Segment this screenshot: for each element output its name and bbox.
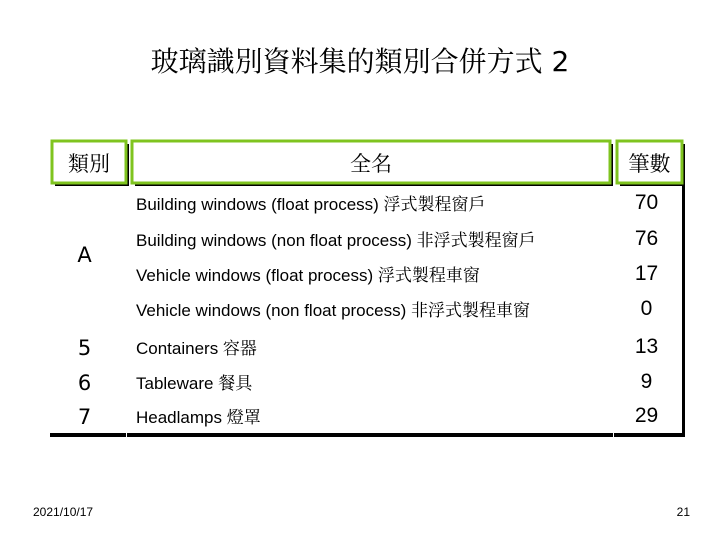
table-row-count: 76	[634, 227, 659, 250]
table-row-name: Building windows (non float process) 非浮式製程窗戶	[136, 231, 536, 250]
table-row-name: Vehicle windows (float process) 浮式製程車窗	[136, 266, 480, 285]
footer-date: 2021/10/17	[33, 505, 94, 519]
table-row-name: Containers 容器	[136, 339, 257, 358]
table-row-count: 70	[634, 191, 659, 214]
table-row-category: 6	[77, 371, 92, 395]
page-title: 玻璃識別資料集的類別合併方式 2	[150, 45, 570, 78]
table-row-category: 7	[77, 405, 92, 429]
table-row-name: Tableware 餐具	[136, 374, 253, 393]
table-row-category: 5	[77, 336, 92, 360]
table-row-count: 17	[634, 262, 659, 285]
table-row-name: Building windows (float process) 浮式製程窗戶	[136, 195, 486, 214]
table-row-count: 0	[640, 297, 653, 320]
table-row-name: Vehicle windows (non float process) 非浮式製程車窗	[136, 301, 530, 320]
table-row-count: 13	[634, 335, 659, 358]
table-row-name: Headlamps 燈罩	[136, 408, 261, 427]
header-category: 類別	[68, 152, 110, 176]
table-row-count: 29	[634, 404, 659, 427]
group-a-label: A	[77, 243, 92, 267]
header-full-name: 全名	[350, 152, 392, 176]
category-column	[46, 182, 123, 433]
table-row-count: 9	[640, 370, 653, 393]
header-count: 筆數	[628, 152, 671, 176]
page-number: 21	[676, 505, 690, 519]
